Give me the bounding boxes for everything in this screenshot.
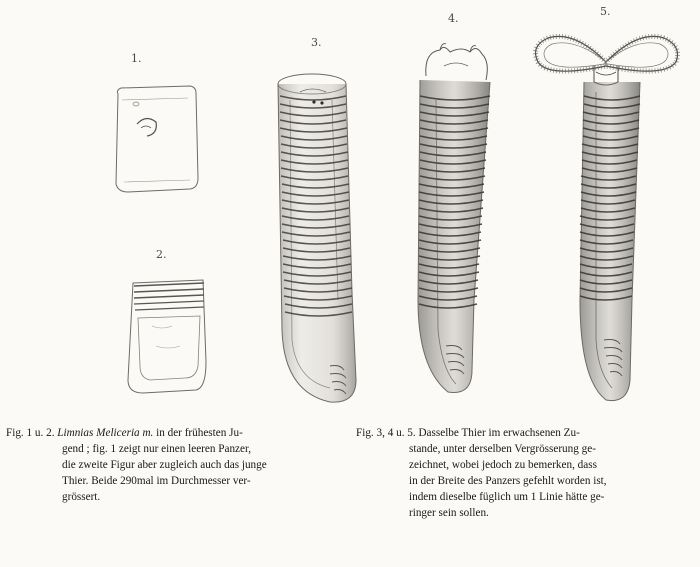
caption-line <box>6 425 346 441</box>
figure-label-2: 2. <box>156 248 167 261</box>
caption-line: indem dieselbe füglich um 1 Linie hätte ge- <box>409 491 605 503</box>
caption-prefix: Fig. 1 u. 2. <box>6 427 58 439</box>
figure-label-1: 1. <box>131 52 142 65</box>
caption-line: in der Breite des Panzers gefehlt worden ist, <box>409 475 607 487</box>
figure-3-adult-animal <box>278 74 356 402</box>
caption-line: grössert. <box>62 491 101 503</box>
caption-line: ringer sein sollen. <box>409 507 489 519</box>
caption-line: Thier. Beide 290mal im Durchmesser ver- <box>62 475 251 487</box>
figure-1-empty-case <box>116 86 198 192</box>
caption-figures-1-2 <box>6 425 346 505</box>
caption-line: Fig. 3, 4 u. 5. Dasselbe Thier im erwachsenen Zu- <box>356 427 580 439</box>
figure-2-young-animal <box>128 280 206 393</box>
caption-line-rest: in der frühesten Ju- <box>153 427 243 439</box>
figure-label-3: 3. <box>311 36 322 49</box>
species-name: Limnias Meliceria m. <box>57 427 154 439</box>
figure-4-adult-animal <box>418 44 490 393</box>
figure-label-5: 5. <box>600 5 611 18</box>
caption-line: die zweite Figur aber zugleich auch das junge <box>62 459 267 471</box>
caption-line: gend ; fig. 1 zeigt nur einen leeren Panzer, <box>62 443 252 455</box>
caption-figures-3-5 <box>356 425 696 521</box>
figure-label-4: 4. <box>448 12 459 25</box>
figure-5-adult-expanded-crown <box>536 36 678 400</box>
caption-line: stande, unter derselben Vergrösserung ge- <box>409 443 596 455</box>
caption-line: zeichnet, wobei jedoch zu bemerken, dass <box>409 459 597 471</box>
